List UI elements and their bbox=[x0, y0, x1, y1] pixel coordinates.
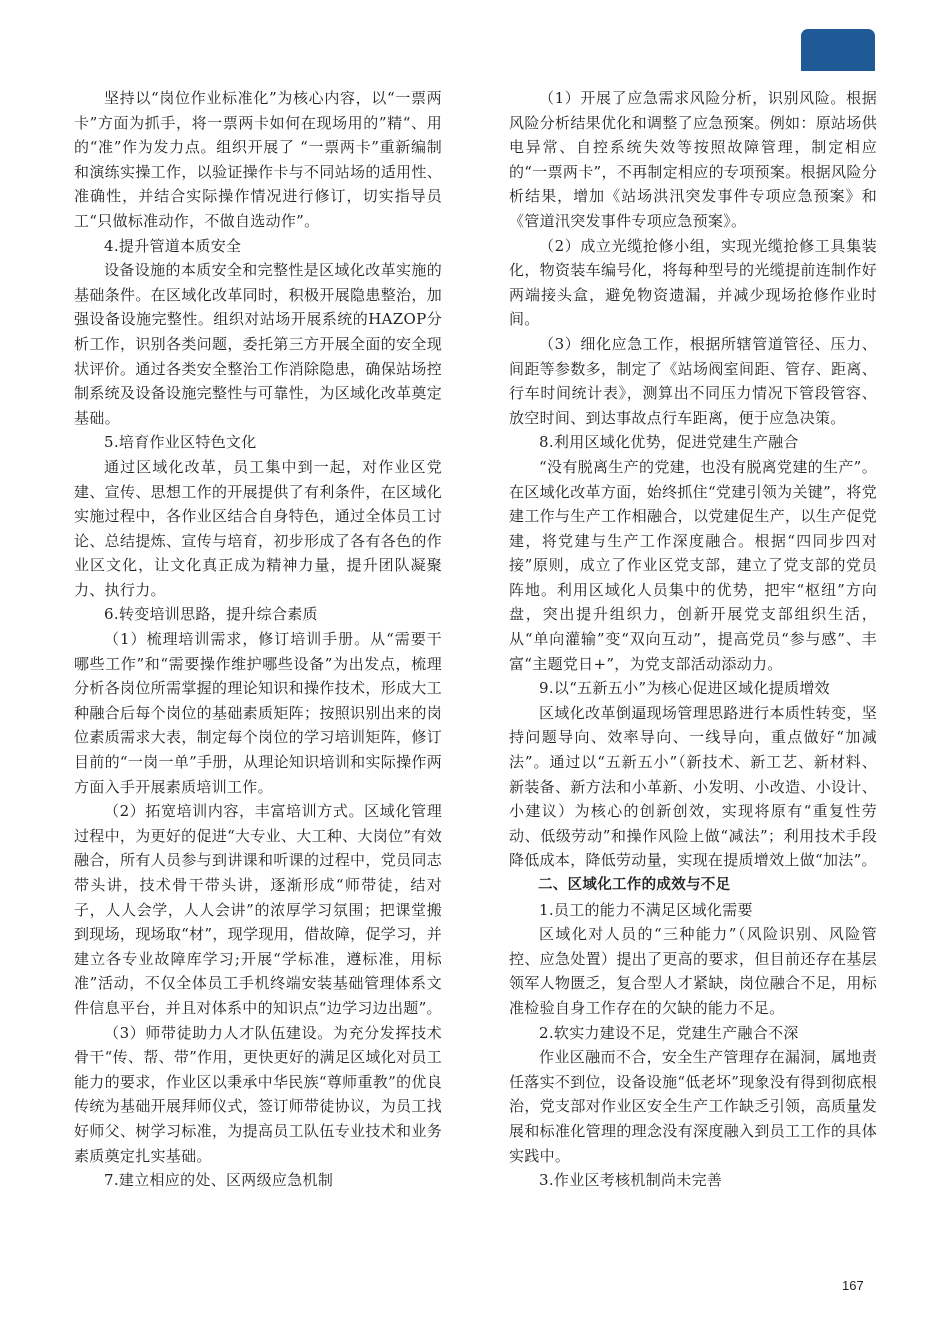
paragraph: 设备设施的本质安全和完整性是区域化改革实施的基础条件。在区域化改革同时，积极开展隐患整治，加强设备设施完整性。组织对站场开展系统的HAZOP分析工作，识别各类问题，委托第三方开展全面的安全现状评价。通过各类安全整治工作消除隐患，确保站场控制系统及设备设施完整性与可靠性，为区域化改革奠定基础。 bbox=[74, 261, 442, 427]
subsection-heading: 5.培育作业区特色文化 bbox=[104, 433, 257, 452]
paragraph: （1）开展了应急需求风险分析，识别风险。根据风险分析结果优化和调整了应急预案。例如：原站场供电异常、自控系统失效等按照故障管理，制定相应的“一票两卡”，不再制定相应的专项预案。根据风险分析结果，增加《站场洪汛突发事件专项应急预案》和《管道汛突发事件专项应急预案》。 bbox=[509, 89, 877, 230]
subsection-heading: 3.作业区考核机制尚未完善 bbox=[539, 1171, 723, 1190]
page-number: 167 bbox=[842, 1278, 864, 1293]
right-column bbox=[509, 86, 877, 1193]
subsection-heading: 1.员工的能力不满足区域化需要 bbox=[539, 900, 753, 919]
subsection-heading: 6.转变培训思路，提升综合素质 bbox=[104, 605, 318, 624]
paragraph: （2）拓宽培训内容，丰富培训方式。区域化管理过程中，为更好的促进“大专业、大工种、大岗位”有效融合，所有人员参与到讲课和听课的过程中，党员同志带头讲，技术骨干带头讲，逐渐形成“师带徒，结对子，人人会学，人人会讲”的浓厚学习氛围；把课堂搬到现场，现场取“材”，现学现用，借故障，促学习，并建立各专业故障库学习;开展“学标准，遵标准，用标准”活动，不仅全体员工手机终端安装基础管理体系文件信息平台，并且对体系中的知识点“边学习边出题”。 bbox=[74, 802, 442, 1017]
paragraph: 坚持以“岗位作业标准化”为核心内容，以“一票两卡”方面为抓手，将一票两卡如何在现场用的”精“、用的“准”作为发力点。组织开展了 “一票两卡”重新编制和演练实操工作，以验证操作卡与不同站场的适用性、准确性，并结合实际操作情况进行修订，切实指导员工“只做标准动作，不做自选动作”。 bbox=[74, 89, 442, 230]
subsection-heading: 4.提升管道本质安全 bbox=[104, 236, 242, 255]
paragraph: （2）成立光缆抢修小组，实现光缆抢修工具集装化，物资装车编号化，将每种型号的光缆提前连制作好两端接头盒，避免物资遗漏，并减少现场抢修作业时间。 bbox=[509, 236, 877, 329]
paragraph: 作业区融而不合，安全生产管理存在漏洞，属地责任落实不到位，设备设施“低老坏”现象没有得到彻底根治，党支部对作业区安全生产工作缺乏引领，高质量发展和标准化管理的理念没有深度融入到员工工作的具体实践中。 bbox=[509, 1048, 877, 1165]
section-heading: 二、区域化工作的成效与不足 bbox=[538, 877, 731, 893]
paragraph: 通过区域化改革，员工集中到一起，对作业区党建、宣传、思想工作的开展提供了有利条件，在区域化实施过程中，各作业区结合自身特色，通过全体员工讨论、总结提炼、宣传与培育，初步形成了各有各色的作业区文化，让文化真正成为精神力量，提升团队凝聚力、执行力。 bbox=[74, 457, 442, 599]
subsection-heading: 2.软实力建设不足，党建生产融合不深 bbox=[539, 1023, 799, 1042]
paragraph: 区域化改革倒逼现场管理思路进行本质性转变，坚持问题导向、效率导向、一线导向，重点做好“加减法”。通过以“五新五小”（新技术、新工艺、新材料、新装备、新方法和小革新、小发明、小改造、小设计、小建议）为核心的创新创效，实现将原有“重复性劳动、低级劳动”和操作风险上做“减法”；利用技术手段降低成本，降低劳动量，实现在提质增效上做“加法”。 bbox=[509, 703, 877, 870]
paragraph: 区域化对人员的“三种能力”（风险识别、风险管控、应急处置）提出了更高的要求，但目前还存在基层领军人物匮乏，复合型人才紧缺，岗位融合不足，用标准检验自身工作存在的欠缺的能力不足。 bbox=[509, 925, 877, 1017]
paragraph: （3）细化应急工作，根据所辖管道管径、压力、间距等参数多，制定了《站场阀室间距、管存、距离、行车时间统计表》，测算出不同压力情况下管段管容、放空时间、到达事故点行车距离，便于应急决策。 bbox=[509, 334, 877, 427]
left-column bbox=[74, 86, 442, 1193]
header-tab-marker bbox=[801, 29, 875, 71]
paragraph: （1）梳理培训需求，修订培训手册。从“需要干哪些工作”和“需要操作维护哪些设备”为出发点，梳理分析各岗位所需掌握的理论知识和操作技术，形成大工种融合后每个岗位的基础素质矩阵；按照识别出来的岗位素质需求大表，制定每个岗位的学习培训矩阵，修订目前的“一岗一单”手册，从理论知识培训和实际操作两方面入手开展素质培训工作。 bbox=[74, 630, 442, 796]
subsection-heading: 8.利用区域化优势，促进党建生产融合 bbox=[539, 433, 799, 452]
paragraph: （3）师带徒助力人才队伍建设。为充分发挥技术骨干“传、帮、带”作用，更快更好的满足区域化对员工能力的要求，作业区以秉承中华民族“尊师重教”的优良传统为基础开展拜师仪式，签订师带徒协议，为员工找好师父、树学习标准，为提高员工队伍专业技术和业务素质奠定扎实基础。 bbox=[74, 1023, 442, 1165]
paragraph: “没有脱离生产的党建，也没有脱离党建的生产”。在区域化改革方面，始终抓住“党建引领为关键”，将党建工作与生产工作相融合，以党建促生产，以生产促党建，将党建与生产工作深度融合。根据“四同步四对接”原则，成立了作业区党支部，建立了党支部的党员阵地。利用区域化人员集中的优势，把牢“枢纽”方向盘，突出提升组织力，创新开展党支部组织生活，从“单向灌输”变“双向互动”，提高党员“参与感”、丰富“主题党日+”，为党支部活动添动力。 bbox=[509, 457, 877, 673]
subsection-heading: 9.以“五新五小”为核心促进区域化提质增效 bbox=[539, 679, 830, 698]
subsection-heading: 7.建立相应的处、区两级应急机制 bbox=[104, 1171, 334, 1190]
